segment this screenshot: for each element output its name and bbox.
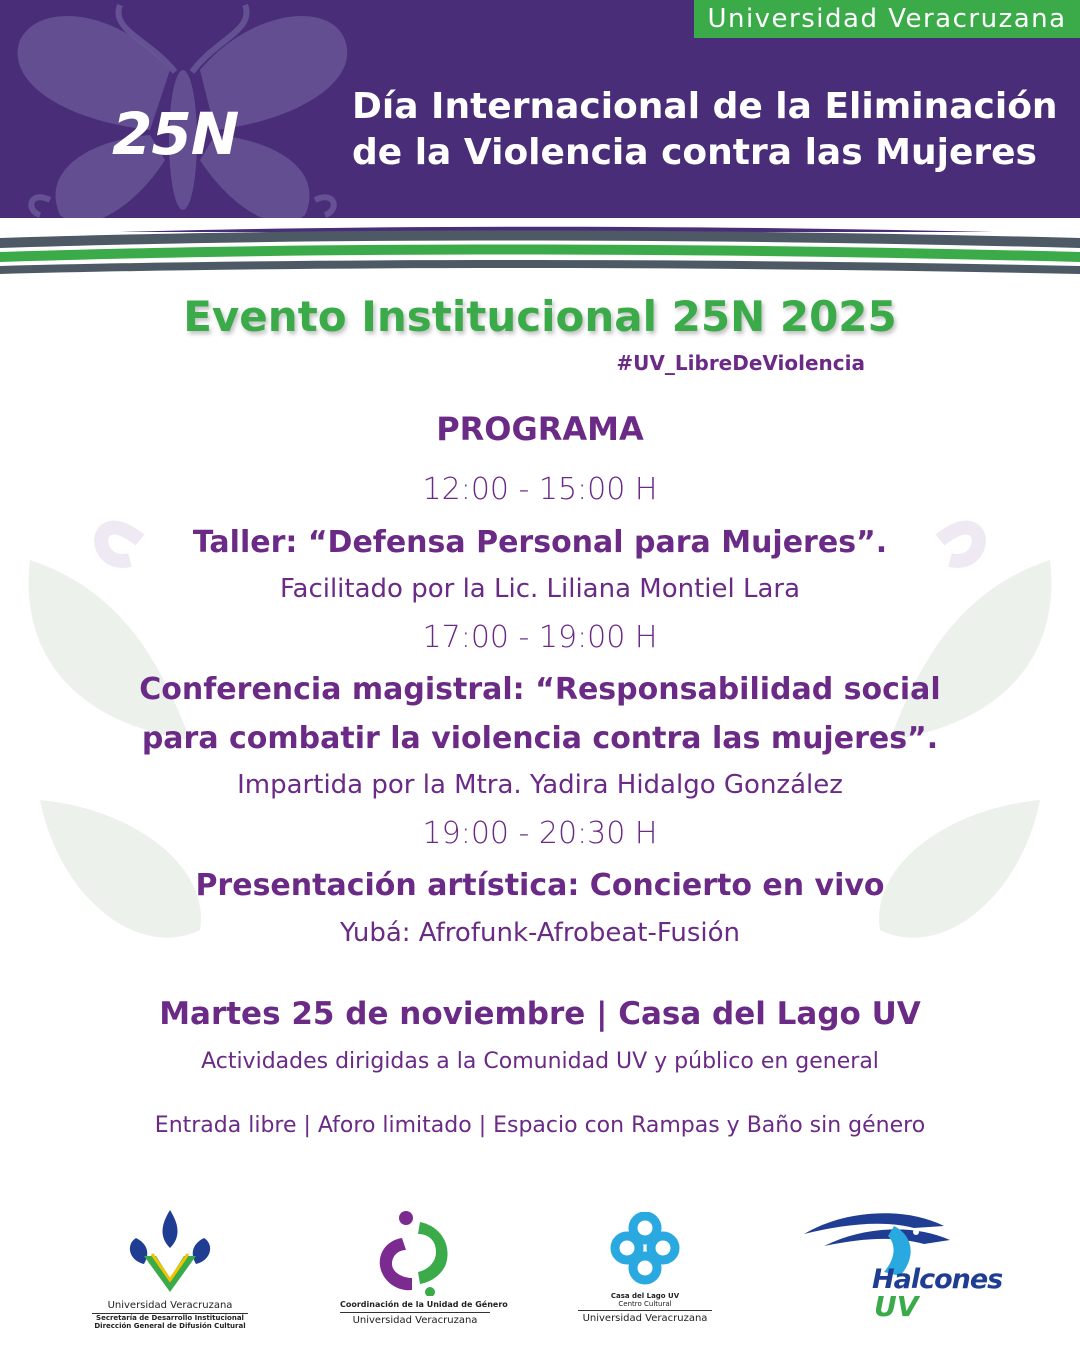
genero-logo-line2: Universidad Veracruzana — [352, 1315, 478, 1326]
header-title — [352, 84, 1058, 176]
program-activity-2-line1: Conferencia magistral: “Responsabilidad social — [139, 672, 941, 707]
header-banner — [0, 0, 1080, 232]
program-time-2: 17:00 - 19:00 H — [422, 620, 658, 655]
gender-unit-icon — [340, 1208, 490, 1296]
program-detail-2: Impartida por la Mtra. Yadira Hidalgo González — [237, 770, 843, 800]
logo-genero — [340, 1208, 508, 1326]
casa-lago-line1: Casa del Lago UV — [610, 1292, 680, 1300]
program-heading: PROGRAMA — [436, 410, 644, 448]
halcones-line2: UV — [874, 1290, 919, 1323]
access-text: Entrada libre | Aforo limitado | Espacio con Rampas y Baño sin género — [154, 1113, 926, 1138]
uv-logo-line2: Secretaría de Desarrollo Institucional — [96, 1314, 244, 1322]
program-detail-3: Yubá: Afrofunk-Afrobeat-Fusión — [339, 918, 741, 948]
date-place: Martes 25 de noviembre | Casa del Lago UV — [159, 996, 921, 1032]
program-detail-1: Facilitado por la Lic. Liliana Montiel Lara — [279, 574, 801, 604]
uv-logo-line3: Dirección General de Difusión Cultural — [94, 1322, 246, 1330]
university-tag: Universidad Veracruzana — [694, 0, 1080, 38]
hashtag: #UV_LibreDeViolencia — [616, 351, 865, 375]
casa-lago-icon — [578, 1212, 712, 1288]
logo-uv — [92, 1208, 248, 1330]
casa-lago-line2: Centro Cultural — [578, 1300, 712, 1311]
halcones-line1: Halcones — [872, 1264, 1003, 1295]
header-title-line2: de la Violencia contra las Mujeres — [352, 132, 1037, 173]
uv-logo-name: Universidad Veracruzana — [92, 1300, 248, 1314]
logo-casa-lago — [578, 1212, 712, 1324]
badge-25n: 25N — [112, 100, 239, 168]
event-title: Evento Institucional 25N 2025 — [183, 292, 897, 341]
uv-crest-icon — [92, 1208, 248, 1294]
header-title-line1: Día Internacional de la Eliminación — [352, 86, 1058, 127]
logo-halcones — [800, 1206, 1010, 1326]
program-activity-3: Presentación artística: Concierto en vivo — [195, 868, 885, 903]
audience-text: Actividades dirigidas a la Comunidad UV y público en general — [201, 1049, 879, 1074]
genero-logo-line1: Coordinación de la Unidad de Género — [340, 1300, 490, 1313]
program-time-1: 12:00 - 15:00 H — [422, 472, 658, 507]
program-time-3: 19:00 - 20:30 H — [422, 816, 658, 851]
casa-lago-line3: Universidad Veracruzana — [582, 1313, 708, 1324]
program-activity-1: Taller: “Defensa Personal para Mujeres”. — [192, 525, 888, 560]
decorative-stripes — [0, 218, 1080, 282]
program-activity-2-line2: para combatir la violencia contra las mujeres”. — [141, 721, 939, 756]
